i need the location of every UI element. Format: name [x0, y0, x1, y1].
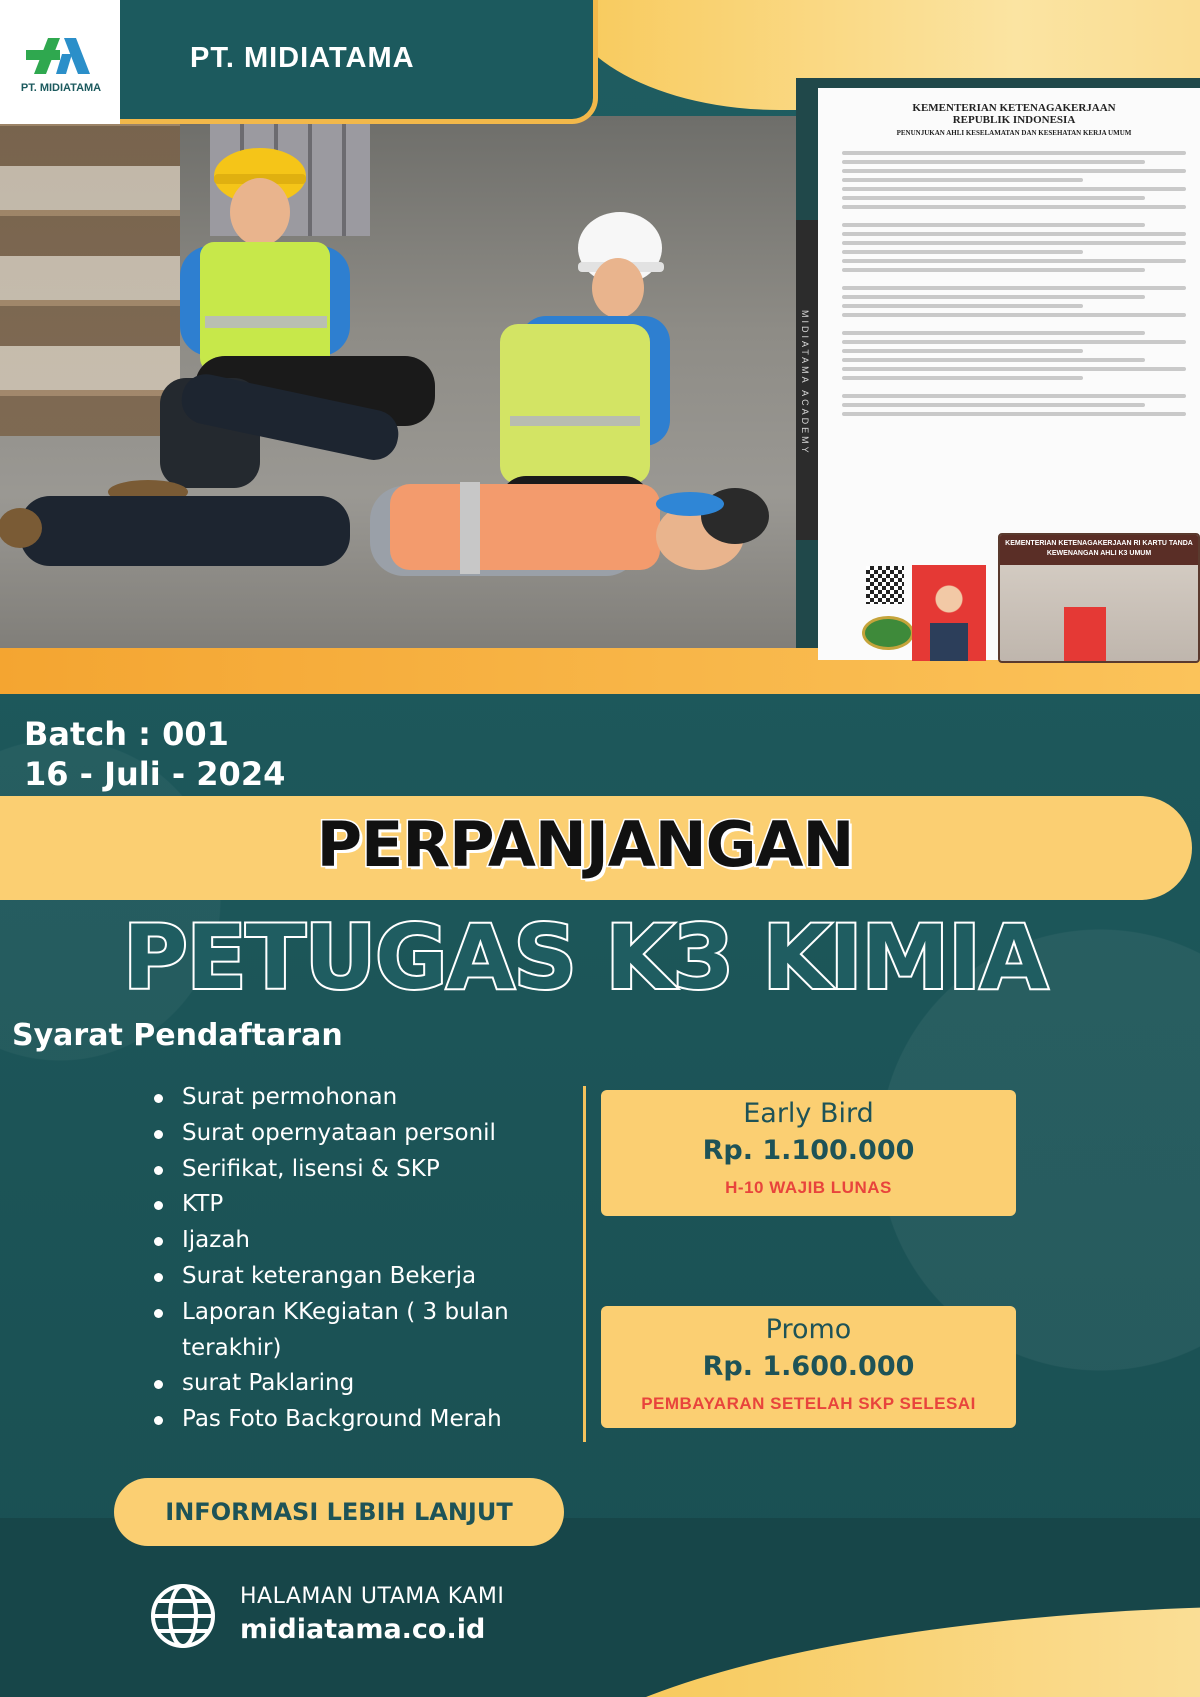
list-item: Pas Foto Background Merah [150, 1402, 550, 1438]
price-label: Early Bird [743, 1098, 874, 1129]
document-spine [796, 220, 818, 540]
spine-text: MIDIATAMA ACADEMY [800, 310, 810, 456]
list-item: KTP [150, 1187, 550, 1223]
card-title: KEMENTERIAN KETENAGAKERJAAN RI KARTU TANDA KEWENANGAN AHLI K3 UMUM [1000, 535, 1198, 565]
card-photo [1064, 607, 1106, 661]
document-decree-title: PENUNJUKAN AHLI KESELAMATAN DAN KESEHATAN KERJA UMUM [896, 129, 1132, 137]
price-note: H-10 WAJIB LUNAS [725, 1178, 892, 1197]
price-value: Rp. 1.100.000 [702, 1135, 915, 1166]
home-label: HALAMAN UTAMA KAMI [240, 1584, 505, 1609]
document-body-5 [842, 394, 1186, 416]
globe-icon [150, 1583, 216, 1649]
list-item: Surat keterangan Bekerja [150, 1259, 550, 1295]
website-link[interactable]: midiatama.co.id [240, 1614, 486, 1645]
document-body-4 [842, 331, 1186, 380]
more-info-button[interactable]: INFORMASI LEBIH LANJUT [114, 1478, 564, 1546]
document-photo [912, 565, 986, 661]
logo-text: PT. MIDIATAMA [20, 82, 102, 94]
document-republic: REPUBLIK INDONESIA [952, 114, 1076, 126]
title-line-1: PERPANJANGAN [316, 808, 854, 881]
requirements-list [150, 1080, 550, 1438]
title-line-2: PETUGAS K3 KIMIA [123, 906, 1047, 1009]
batch-label: Batch : 001 [24, 715, 229, 753]
price-note: PEMBAYARAN SETELAH SKP SELESAI [641, 1394, 976, 1413]
logo[interactable] [0, 0, 120, 124]
list-item: Surat permohonan [150, 1080, 550, 1116]
document-ministry: KEMENTERIAN KETENAGAKERJAAN [912, 102, 1116, 114]
document-body-2 [842, 223, 1186, 272]
hero-photo [0, 116, 800, 656]
divider [583, 1086, 586, 1442]
price-card-early-bird [601, 1090, 1016, 1216]
authority-card [998, 533, 1200, 663]
document-body [842, 151, 1186, 209]
price-label: Promo [765, 1314, 852, 1345]
first-aid-scene [0, 116, 800, 656]
list-item: Serifikat, lisensi & SKP [150, 1152, 550, 1188]
list-item: Laporan KKegiatan ( 3 bulan terakhir) [150, 1295, 550, 1367]
list-item: Ijazah [150, 1223, 550, 1259]
document-body-3 [842, 286, 1186, 317]
requirements-heading: Syarat Pendaftaran [12, 1018, 343, 1053]
batch-date: 16 - Juli - 2024 [24, 755, 286, 793]
price-value: Rp. 1.600.000 [702, 1351, 915, 1382]
list-item: surat Paklaring [150, 1366, 550, 1402]
list-item: Surat opernyataan personil [150, 1116, 550, 1152]
midiatama-logo-icon [26, 34, 94, 78]
batch-info [24, 714, 285, 794]
document-stamp [862, 616, 914, 650]
qr-code [866, 566, 904, 604]
price-card-promo [601, 1306, 1016, 1428]
company-name: PT. MIDIATAMA [190, 42, 415, 74]
